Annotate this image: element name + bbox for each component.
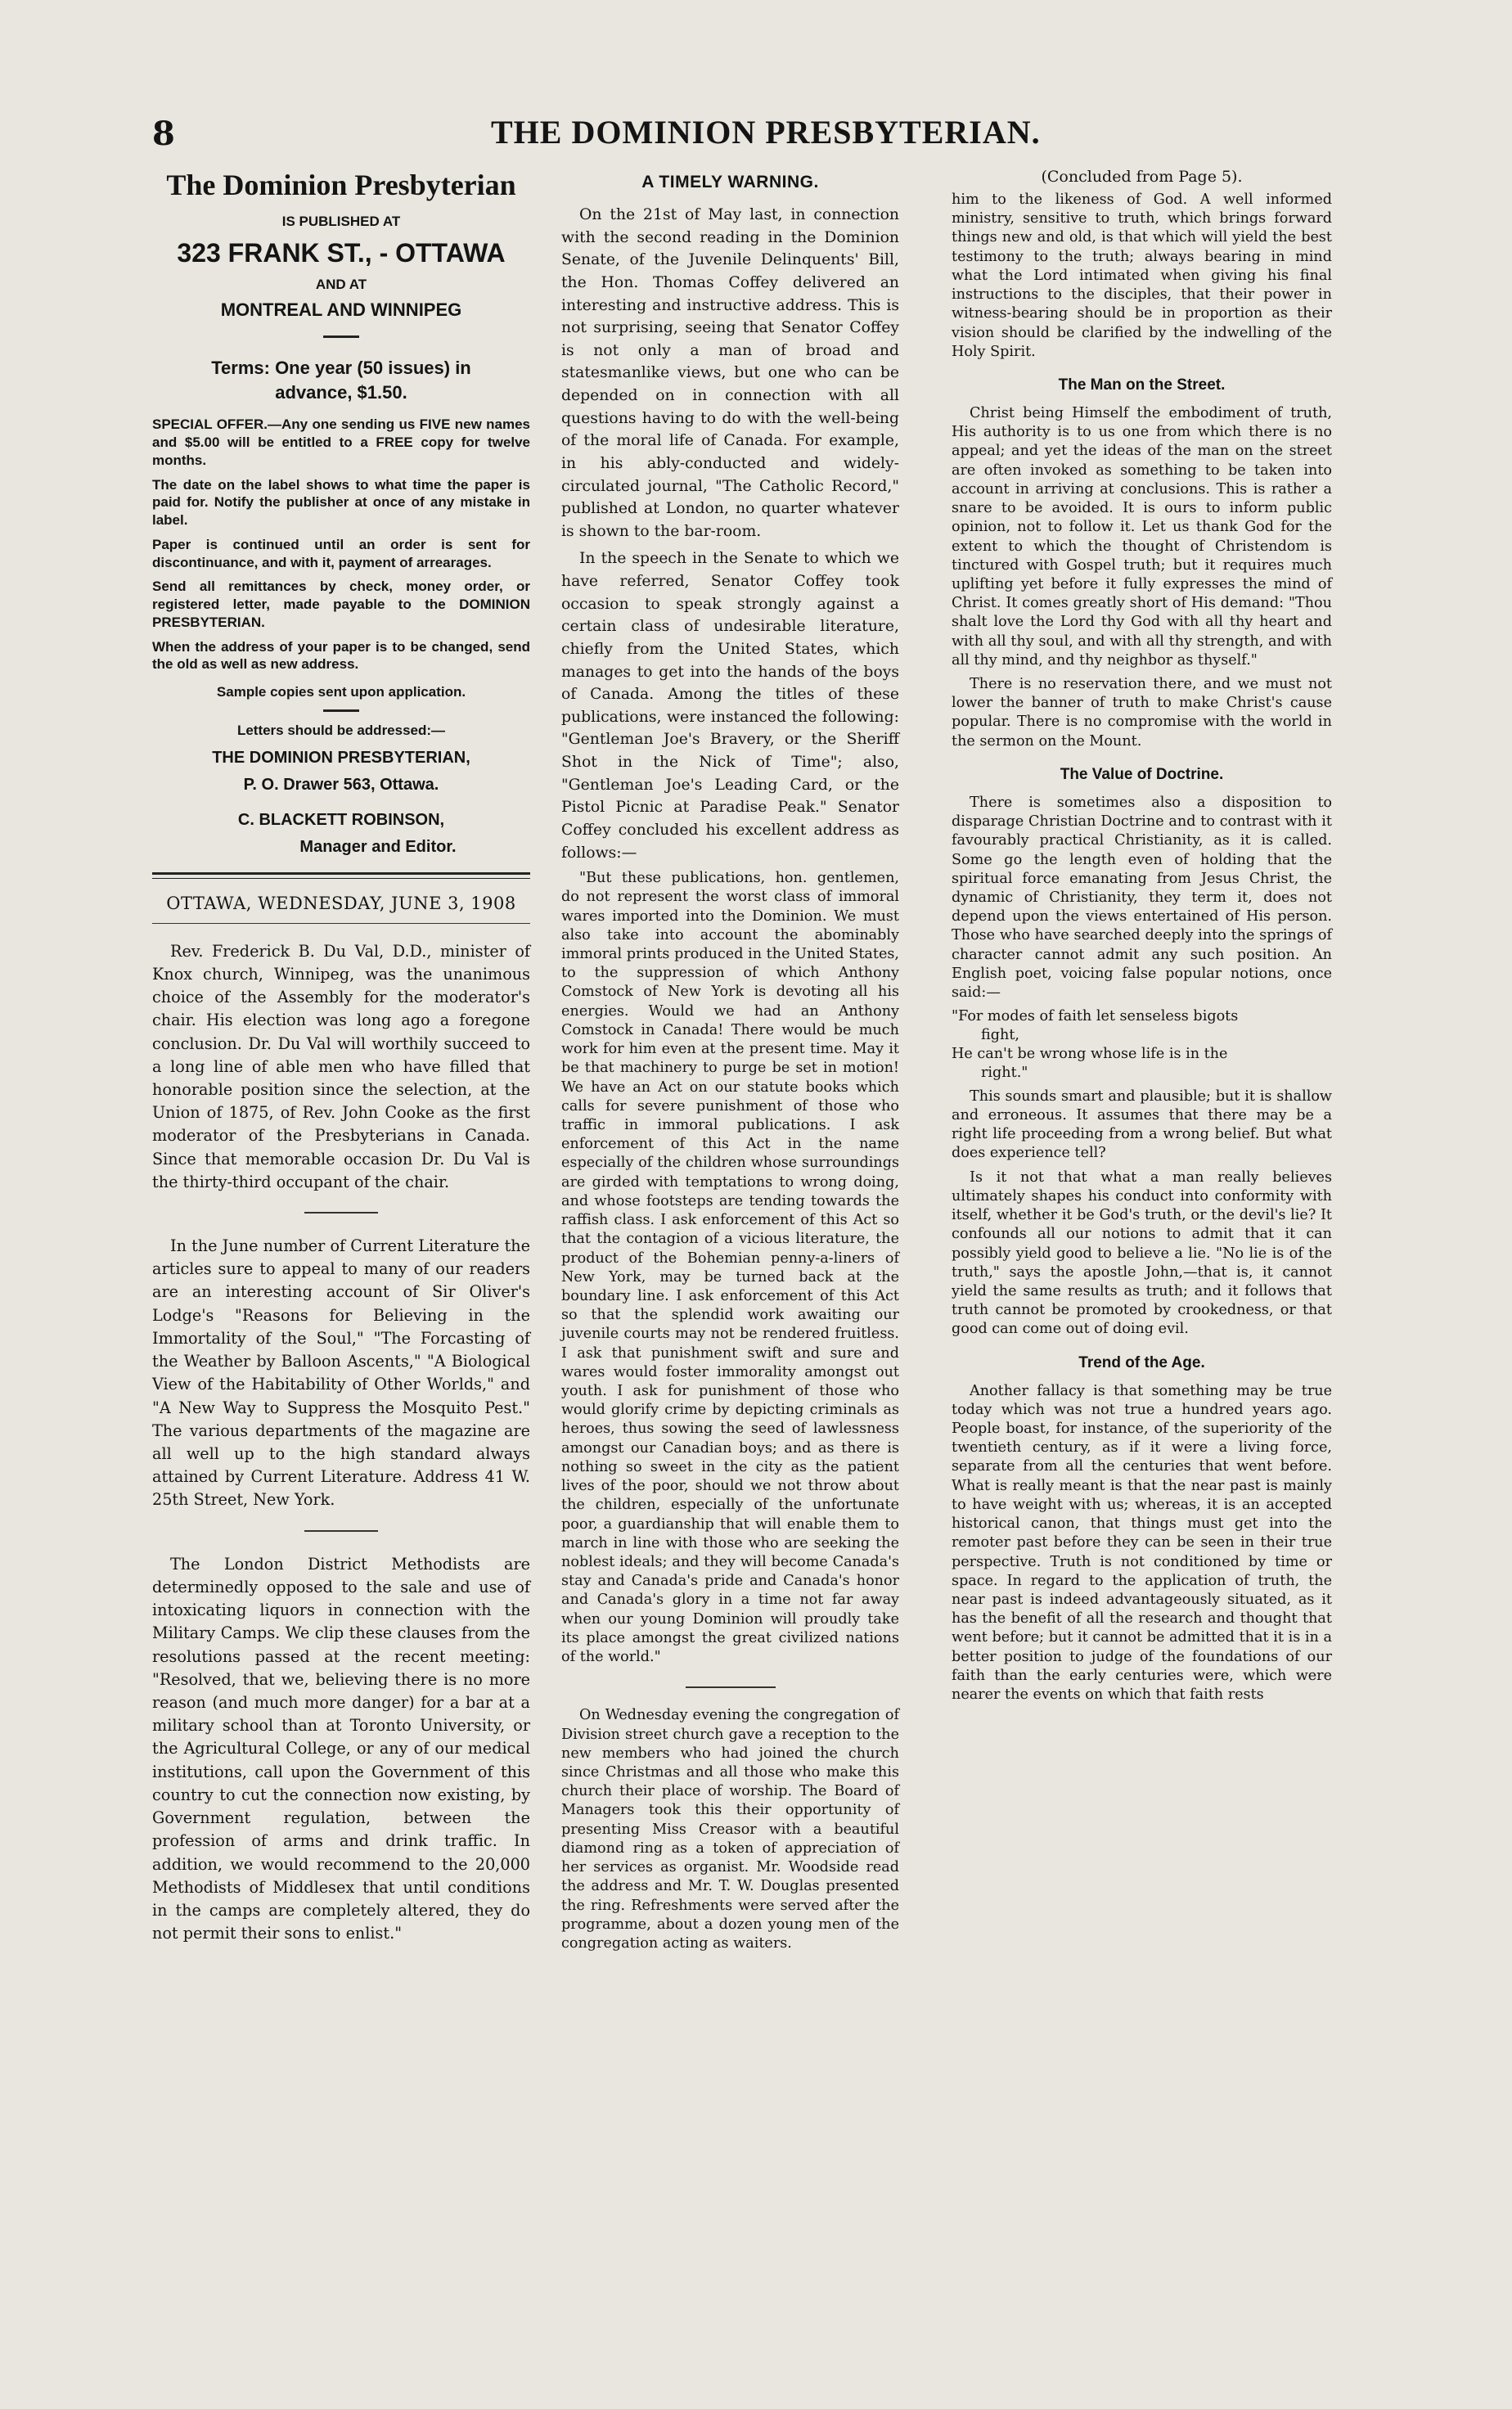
page-number: 8 [152,115,175,153]
verse-line: right." [981,1064,1028,1081]
verse-line: fight, [981,1027,1019,1044]
paper-title: The Dominion Presbyterian [166,169,516,201]
paragraph-man-on-street: Christ being Himself the embodiment of truth, His authority is to us one from which there is no appeal; and yet the ideas of the man on the street are often invoked as something to be taken into account in arriving at conclusions. This is rather a snare to be avoided. It is ours to inform public opinion, not to follow it. Let us thank God for the extent to which the thought of Christendom is tinctured with Gospel truth; but it requires much uplifting yet before it fully expresses the mind of Christ. It comes greatly short of His demand: "Thou shalt love the Lord thy God with all thy heart and with all thy soul, and with all thy strength, and with all thy mind, and thy neighbor as thyself." [952,404,1332,669]
heading-man-on-street: The Man on the Street. [1058,376,1226,394]
paragraph-no-reservation: There is no reservation there, and we must not lower the banner of truth to make Christ's cause popular. There is no compromise with the world in the sermon on the Mount. [952,676,1332,750]
manager-title: Manager and Editor. [299,837,457,856]
verse-line: "For modes of faith let senseless bigots [952,1008,1239,1025]
terms-line-1: Terms: One year (50 issues) in [211,358,471,378]
notice-label-date: The date on the label shows to what time the paper is paid for. Notify the publisher at once of any mistake in label. [152,476,530,529]
notice-address-change: When the address of your paper is to be changed, send the old as well as new address. [152,638,530,673]
letters-to: Letters should be addressed:— [236,722,446,738]
paragraph-current-literature: In the June number of Current Literature the articles sure to appeal to many of our readers are an interesting account of Sir Oliver's Lodge's "Reasons for Believing in the Immortality of the Soul," "The Forcasting of the Weather by Balloon Ascents," "A Biological View of the Habitability of Other Worlds," and "A New Way to Suppress the Mosquito Pest." The various departments of the magazine are all well up to the high standard always attained by Current Literature. Address 41 W. 25th Street, New York. [152,1236,530,1510]
divider [304,1530,378,1532]
notice-special-offer: SPECIAL OFFER.—Any one sending us FIVE new names and $5.00 will be entitled to a FREE copy for twelve months. [152,417,530,468]
divider [323,709,359,712]
paragraph-duval: Rev. Frederick B. Du Val, D.D., minister of Knox church, Winnipeg, was the unanimous choice of the Assembly for the moderator's chair. His election was long ago a foregone conclusion. Dr. Du Val will worthily succeed to a long line of able men who have filled that honorable position since the selection, at the Union of 1875, of Rev. John Cooke as the first moderator of the Presbyterians in Canada. Since that memorable occasion Dr. Du Val is the thirty-third occupant of the chair. [152,941,530,1191]
and-at: AND AT [315,277,367,292]
notice-remittances: Send all remittances by check, money order, or registered letter, made payable to the DOMINION PRESBYTERIAN. [152,579,530,630]
article-heading: A TIMELY WARNING. [641,173,819,191]
article-paragraph-2: In the speech in the Senate to which we have referred, Senator Coffey took occasion to speak strongly against a certain class of undesirable literature, chiefly from the United States, which manages to get into the hands of the boys of Canada. Among the titles of these publications, were instanced the following: "Gentleman Joe's Bravery, or the Sheriff Shot in the Nick of Time"; also, "Gentleman Joe's Leading Card, or the Pistol Picnic at Paradise Peak." Senator Coffey concluded his excellent address as follows:— [561,550,899,862]
column-left [152,168,530,1950]
subscription-terms [152,356,530,404]
cities: MONTREAL AND WINNIPEG [220,299,462,320]
masthead: THE DOMINION PRESBYTERIAN. [491,114,1041,151]
address-name: THE DOMINION PRESBYTERIAN, [212,748,470,767]
notice-discontinuance: Paper is continued until an order is sent for discontinuance, and with it, payment of arrearages. [152,536,530,570]
paragraph-trend: Another fallacy is that something may be true today which was not true a hundred years ago. People boast, for instance, of the superiority of the twentieth century, as if it were a living force, separate from all the centuries that went before. What is really meant is that the near past is mainly to have weight with us; whereas, it is an accepted historical canon, that things must get into the remoter past before they can be seen in their true perspective. Truth is not conditioned by time or space. In regard to the application of truth, the near past is indeed advantageously situated, as it has the benefit of all the research and thought that went before; but it cannot be admitted that it is in a better position to judge of the foundations of our faith than the early centuries were, which were nearer the events on which that faith rests [952,1382,1332,1704]
verse-line: He can't be wrong whose life is in the [952,1046,1228,1063]
sample-copies: Sample copies sent upon application. [216,684,466,700]
double-rule [152,872,530,879]
column-right [952,168,1332,1709]
terms-line-2: advance, $1.50. [275,381,407,403]
article-paragraph-1: On the 21st of May last, in connection with the second reading in the Dominion Senate, of the Juvenile Delinquents' Bill, the Hon. Thomas Coffey delivered an interesting and instructive address. This is not surprising, seeing that Senator Coffey is not only a man of broad and statesmanlike views, but one who can be depended on in connection with all questions having to do with the well-being of the moral life of Canada. For example, in his ably-conducted and widely-circulated journal, "The Catholic Record," published at London, no quarter whatever is shown to the bar-room. [561,206,899,540]
paragraph-methodists: The London District Methodists are determinedly opposed to the sale and use of intoxicating liquors in connection with the Military Camps. We clip these clauses from the resolutions passed at the recent meeting: "Resolved, that we, believing there is no more reason (and much more danger) for a bar at a military school than at Toronto University, or the Agricultural College, or any of our medical institutions, call upon the Government of this country to cut the connection now existing, by Government regulation, between the profession of arms and drink traffic. In addition, we would recommend to the 20,000 Methodists of Middlesex that until conditions in the camps are completely altered, they do not permit their sons to enlist." [152,1554,530,1943]
paragraph-plausible: This sounds smart and plausible; but it is shallow and erroneous. It assumes that there may be a right life proceeding from a wrong belief. But what does experience tell? [952,1087,1332,1162]
column-middle [561,168,899,1958]
paragraph-division-street: On Wednesday evening the congregation of Division street church gave a reception to the new members who had joined the church since Christmas and all those who make this church their place of worship. The Board of Managers took this their opportunity of presenting Miss Creasor with a beautiful diamond ring as a token of appreciation of her services as organist. Mr. Woodside read the address and Mr. T. W. Douglas presented the ring. Refreshments were served after the programme, about a dozen young men of the congregation acting as waiters. [561,1707,899,1952]
address-box: P. O. Drawer 563, Ottawa. [243,775,439,794]
divider [152,923,530,924]
paragraph-doctrine: There is sometimes also a disposition to disparage Christian Doctrine and to contrast with it favourably practical Christianity, as it is called. Some go the length even of holding that the spiritual force emanating from Jesus Christ, the dynamic of Christianity, they term it, does not depend upon the views entertained of His person. Those who have searched deeply into the springs of character cannot admit any such position. An English poet, voicing false popular notions, once said:— [952,794,1332,1002]
heading-trend-of-age: Trend of the Age. [1078,1353,1205,1371]
article-quote: "But these publications, hon. gentlemen, do not represent the worst class of immoral wares imported into the Dominion. We must also take into account the abominably immoral prints produced in the United States, to the suppression of which Anthony Comstock of New York is devoting all his energies. Would we had an Anthony Comstock in Canada! There would be much work for him even at the present time. May it be that machinery to purge be set in motion! We have an Act on our statute books which calls for severe punishment of those who traffic in immoral publications. I ask enforcement of this Act in the name especially of the children whose surroundings are girded with temptations to wrong doing, and whose footsteps are tending towards the raffish class. I ask enforcement of this Act so that the contagion of a vicious literature, the product of the Bohemian penny-a-liners of New York, may be turned back at the boundary line. I ask enforcement of this Act so that the splendid work awaiting our juvenile courts may not be rendered fruitless. I ask that punishment swift and sure and wares would foster immorality amongst out youth. I ask for punishment of those who would glorify crime by depicting criminals as heroes, thus sowing the seed of lawlessness amongst our Canadian boys; and as there is nothing so sweet in the city as the patient lives of the poor, should we not throw about the children, especially of the unfortunate poor, a guardianship that will enable them to march in line with those who are seeking the noblest ideals; and they will become Canada's stay and Canada's pride and Canada's honor and Canada's glory in a time not far away when our young Dominion will proudly take its place amongst the great civilized nations of the world." [561,870,899,1666]
concluded-note: (Concluded from Page 5). [1041,168,1243,186]
dateline: OTTAWA, WEDNESDAY, JUNE 3, 1908 [166,893,516,913]
divider [304,1212,378,1214]
street-address: 323 FRANK ST., - OTTAWA [177,238,506,268]
continued-paragraph: him to the likeness of God. A well informed ministry, sensitive to truth, which brings forward things new and old, is that which will yield the best testimony to the truth; always bearing in mind what the Lord intimated when giving his final instructions to the disciples, that their power in witness-bearing should be in proportion as their vision should be clarified by the indwelling of the Holy Spirit. [952,191,1332,360]
verse-quote [952,1007,1332,1082]
published-at: IS PUBLISHED AT [281,214,401,229]
divider [686,1686,776,1688]
heading-value-of-doctrine: The Value of Doctrine. [1060,765,1224,783]
paragraph-belief: Is it not that what a man really believes ultimately shapes his conduct into conformity with itself, whether it be God's truth, or the devil's lie? It confounds all our notions to admit that it can possibly yield good to believe a lie. "No lie is of the truth," says the apostle John,—that is, it cannot yield the same results as truth; and it follows that truth cannot be promoted by crookedness, or that good can come out of doing evil. [952,1168,1332,1338]
manager-name: C. BLACKETT ROBINSON, [237,810,445,829]
divider [323,335,359,338]
